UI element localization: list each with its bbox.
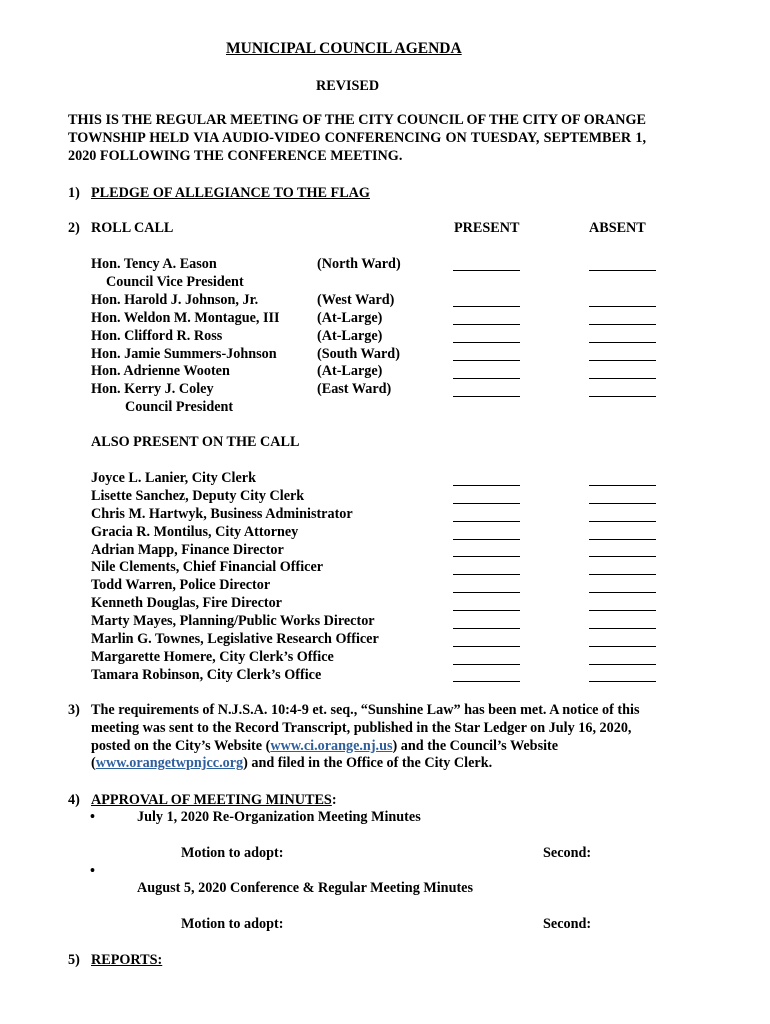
- item-number: 1): [68, 185, 80, 201]
- present-blank[interactable]: [453, 681, 520, 682]
- absent-blank[interactable]: [589, 396, 656, 397]
- present-blank[interactable]: [453, 485, 520, 486]
- present-column-header: PRESENT: [454, 220, 520, 236]
- absent-blank[interactable]: [589, 521, 656, 522]
- member-name: Hon. Harold J. Johnson, Jr.: [91, 292, 259, 308]
- second-label: Second:: [543, 845, 592, 861]
- staff-member: Marlin G. Townes, Legislative Research Officer: [91, 631, 379, 647]
- present-blank[interactable]: [453, 539, 520, 540]
- member-ward: (At-Large): [317, 328, 383, 344]
- present-blank[interactable]: [453, 646, 520, 647]
- motion-label: Motion to adopt:: [181, 845, 284, 861]
- member-ward: (North Ward): [317, 256, 401, 272]
- present-blank[interactable]: [453, 378, 520, 379]
- member-ward: (South Ward): [317, 346, 400, 362]
- item-number: 5): [68, 952, 80, 968]
- notice-text: The requirements of N.J.S.A. 10:4-9 et. seq., “Sunshine Law” has been met. A notice of this meeting was sent to the Record Transcript, published in the Star Ledger on July 16, 2020, posted on the City’s Website (: [91, 702, 640, 754]
- minutes-heading-wrap: [91, 792, 337, 809]
- staff-member: Gracia R. Montilus, City Attorney: [91, 524, 299, 540]
- staff-member: Todd Warren, Police Director: [91, 577, 271, 593]
- staff-member: Marty Mayes, Planning/Public Works Director: [91, 613, 375, 629]
- staff-member: Nile Clements, Chief Financial Officer: [91, 559, 324, 575]
- member-name: Hon. Weldon M. Montague, III: [91, 310, 280, 326]
- council-website-link[interactable]: www.orangetwpnjcc.org: [95, 755, 244, 772]
- item-number: 4): [68, 792, 80, 808]
- staff-member: Joyce L. Lanier, City Clerk: [91, 470, 256, 486]
- absent-blank[interactable]: [589, 664, 656, 665]
- present-blank[interactable]: [453, 306, 520, 307]
- present-blank[interactable]: [453, 556, 520, 557]
- absent-blank[interactable]: [589, 342, 656, 343]
- staff-member: Adrian Mapp, Finance Director: [91, 542, 284, 558]
- notice-text: ) and the Council’s Website (: [91, 737, 559, 772]
- present-blank[interactable]: [453, 324, 520, 325]
- present-blank[interactable]: [453, 628, 520, 629]
- absent-blank[interactable]: [589, 681, 656, 682]
- item-number: 2): [68, 220, 80, 236]
- absent-blank[interactable]: [589, 360, 656, 361]
- member-name: Hon. Clifford R. Ross: [91, 328, 223, 344]
- member-ward: (East Ward): [317, 381, 392, 397]
- sunshine-law-notice: [91, 702, 647, 773]
- absent-blank[interactable]: [589, 306, 656, 307]
- heading-colon: :: [331, 792, 337, 808]
- member-name: Hon. Tency A. Eason: [91, 256, 217, 272]
- absent-blank[interactable]: [589, 592, 656, 593]
- staff-member: Margarette Homere, City Clerk’s Office: [91, 649, 334, 665]
- staff-member: Chris M. Hartwyk, Business Administrator: [91, 506, 353, 522]
- staff-member: Kenneth Douglas, Fire Director: [91, 595, 282, 611]
- member-title: Council Vice President: [106, 274, 244, 290]
- absent-blank[interactable]: [589, 324, 656, 325]
- absent-blank[interactable]: [589, 485, 656, 486]
- member-name: Hon. Jamie Summers-Johnson: [91, 346, 277, 362]
- minutes-heading: APPROVAL OF MEETING MINUTES: [91, 792, 332, 808]
- absent-blank[interactable]: [589, 270, 656, 271]
- present-blank[interactable]: [453, 396, 520, 397]
- member-name: Hon. Adrienne Wooten: [91, 363, 230, 379]
- minutes-entry: August 5, 2020 Conference & Regular Meeting Minutes: [137, 880, 473, 896]
- minutes-entry: July 1, 2020 Re-Organization Meeting Minutes: [137, 809, 421, 825]
- absent-blank[interactable]: [589, 628, 656, 629]
- member-ward: (At-Large): [317, 310, 383, 326]
- reports-heading: REPORTS:: [91, 952, 163, 968]
- present-blank[interactable]: [453, 342, 520, 343]
- present-blank[interactable]: [453, 574, 520, 575]
- present-blank[interactable]: [453, 610, 520, 611]
- meeting-intro: THIS IS THE REGULAR MEETING OF THE CITY COUNCIL OF THE CITY OF ORANGE TOWNSHIP HELD VIA AUDIO-VIDEO CONFERENCING ON TUESDAY, SEPTEMBER 1, 2020 FOLLOWING THE CONFERENCE MEETING.: [68, 112, 646, 164]
- present-blank[interactable]: [453, 592, 520, 593]
- absent-blank[interactable]: [589, 378, 656, 379]
- present-blank[interactable]: [453, 360, 520, 361]
- present-blank[interactable]: [453, 664, 520, 665]
- absent-blank[interactable]: [589, 610, 656, 611]
- pledge-heading: PLEDGE OF ALLEGIANCE TO THE FLAG: [91, 185, 370, 201]
- notice-text: ) and filed in the Office of the City Clerk.: [243, 755, 493, 772]
- absent-blank[interactable]: [589, 556, 656, 557]
- absent-blank[interactable]: [589, 503, 656, 504]
- agenda-title: MUNICIPAL COUNCIL AGENDA: [226, 40, 462, 57]
- member-ward: (At-Large): [317, 363, 383, 379]
- present-blank[interactable]: [453, 503, 520, 504]
- item-number: 3): [68, 702, 80, 718]
- present-blank[interactable]: [453, 521, 520, 522]
- member-title: Council President: [125, 399, 234, 415]
- staff-member: Lisette Sanchez, Deputy City Clerk: [91, 488, 305, 504]
- absent-blank[interactable]: [589, 646, 656, 647]
- member-name: Hon. Kerry J. Coley: [91, 381, 214, 397]
- member-ward: (West Ward): [317, 292, 395, 308]
- absent-blank[interactable]: [589, 574, 656, 575]
- absent-blank[interactable]: [589, 539, 656, 540]
- present-blank[interactable]: [453, 270, 520, 271]
- revised-label: REVISED: [316, 78, 380, 94]
- staff-member: Tamara Robinson, City Clerk’s Office: [91, 667, 322, 683]
- roll-call-heading: ROLL CALL: [91, 220, 174, 236]
- bullet: •: [90, 809, 95, 825]
- city-website-link[interactable]: www.ci.orange.nj.us: [270, 737, 393, 754]
- second-label: Second:: [543, 916, 592, 932]
- also-present-heading: ALSO PRESENT ON THE CALL: [91, 434, 300, 450]
- absent-column-header: ABSENT: [589, 220, 646, 236]
- bullet: •: [90, 863, 95, 879]
- motion-label: Motion to adopt:: [181, 916, 284, 932]
